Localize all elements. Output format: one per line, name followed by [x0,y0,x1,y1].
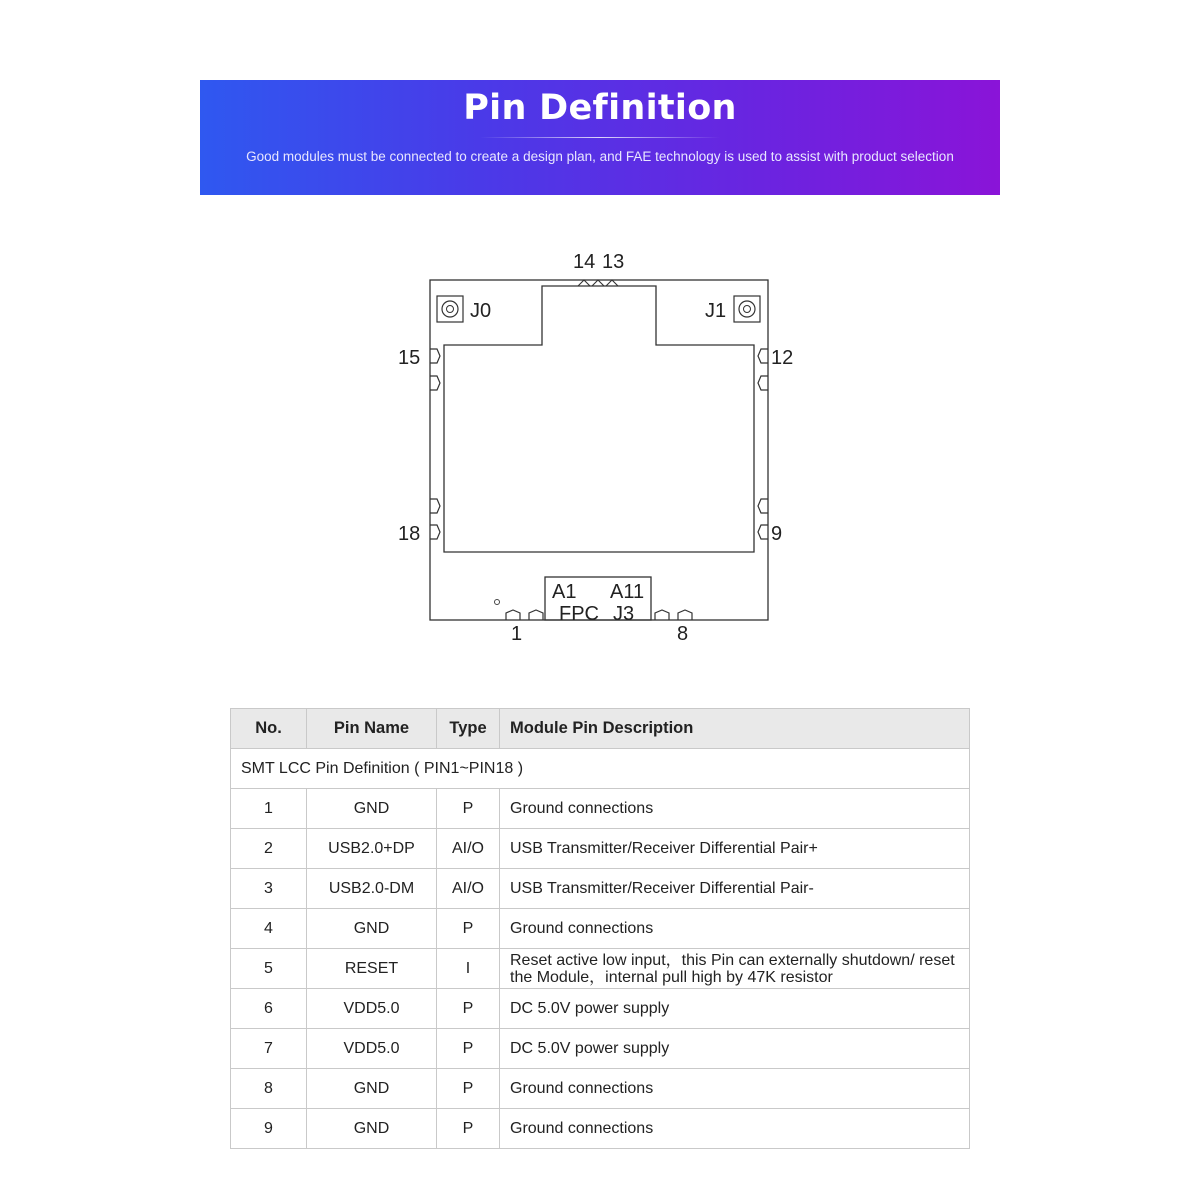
label-pin-13: 13 [602,251,625,273]
label-pin-9: 9 [771,523,783,545]
label-fpc: FPC [559,603,599,625]
pin-name: VDD5.0 [307,989,437,1029]
module-pin-diagram [380,240,820,660]
pin-description: DC 5.0V power supply [500,989,970,1029]
pin-description: USB Transmitter/Receiver Differential Pair+ [500,829,970,869]
pin-number: 9 [231,1109,307,1149]
pin-type: I [437,949,500,989]
pin-type: P [437,789,500,829]
header-description: Module Pin Description [500,709,970,749]
bottom-pads [506,610,692,620]
label-j1: J1 [705,300,727,322]
pin-type: P [437,1069,500,1109]
table-row [231,949,970,989]
table-row [231,989,970,1029]
pin-description: USB Transmitter/Receiver Differential Pair- [500,869,970,909]
pin-number: 5 [231,949,307,989]
pin-number: 1 [231,789,307,829]
section-row [231,749,970,789]
table-row [231,909,970,949]
page-subtitle: Good modules must be connected to create a design plan, and FAE technology is used to assist with product selection [246,149,954,164]
top-pin-ticks [578,280,618,286]
table-row [231,1029,970,1069]
pin-number: 2 [231,829,307,869]
pin-type: P [437,989,500,1029]
table-row [231,829,970,869]
pin-name: GND [307,1069,437,1109]
label-a11: A11 [610,581,645,603]
pin-name: GND [307,789,437,829]
label-pin-14: 14 [573,251,596,273]
pin-type: P [437,1029,500,1069]
label-pin-15: 15 [398,347,421,369]
table-header-row [231,709,970,749]
pin1-marker-dot [495,600,500,605]
label-j3: J3 [613,603,635,625]
pin-number: 8 [231,1069,307,1109]
pin-number: 7 [231,1029,307,1069]
shield-outline [444,286,754,552]
section-title: SMT LCC Pin Definition ( PIN1~PIN18 ) [231,749,970,789]
pin-number: 4 [231,909,307,949]
label-pin-1: 1 [511,623,523,645]
pin-number: 3 [231,869,307,909]
table-row [231,789,970,829]
pin-number: 6 [231,989,307,1029]
title-divider [480,137,720,138]
pin-description: Reset active low input，this Pin can externally shutdown/ reset the Module，internal pull high by 47K resistor [500,949,970,989]
label-pin-18: 18 [398,523,421,545]
pin-description: Ground connections [500,909,970,949]
pin-name: GND [307,1109,437,1149]
label-j0: J0 [470,300,492,322]
pin-name: USB2.0+DP [307,829,437,869]
pin-description: DC 5.0V power supply [500,1029,970,1069]
left-pads [430,349,440,539]
pin-definition-table [230,708,970,1149]
pin-description: Ground connections [500,1069,970,1109]
pin-type: AI/O [437,829,500,869]
pin-name: GND [307,909,437,949]
right-pads [758,349,768,539]
label-a1: A1 [552,581,577,603]
label-pin-12: 12 [771,347,794,369]
table-row [231,1109,970,1149]
j0-connector-icon [437,296,463,322]
label-pin-8: 8 [677,623,689,645]
j1-connector-icon [734,296,760,322]
pin-type: P [437,909,500,949]
header-no: No. [231,709,307,749]
pin-description: Ground connections [500,1109,970,1149]
pin-name: RESET [307,949,437,989]
table-row [231,1069,970,1109]
header-type: Type [437,709,500,749]
pin-type: AI/O [437,869,500,909]
page-title: Pin Definition [463,88,737,128]
table-row [231,869,970,909]
pin-name: VDD5.0 [307,1029,437,1069]
board-outline [430,280,768,620]
header-pin-name: Pin Name [307,709,437,749]
pin-description: Ground connections [500,789,970,829]
pin-type: P [437,1109,500,1149]
pin-name: USB2.0-DM [307,869,437,909]
